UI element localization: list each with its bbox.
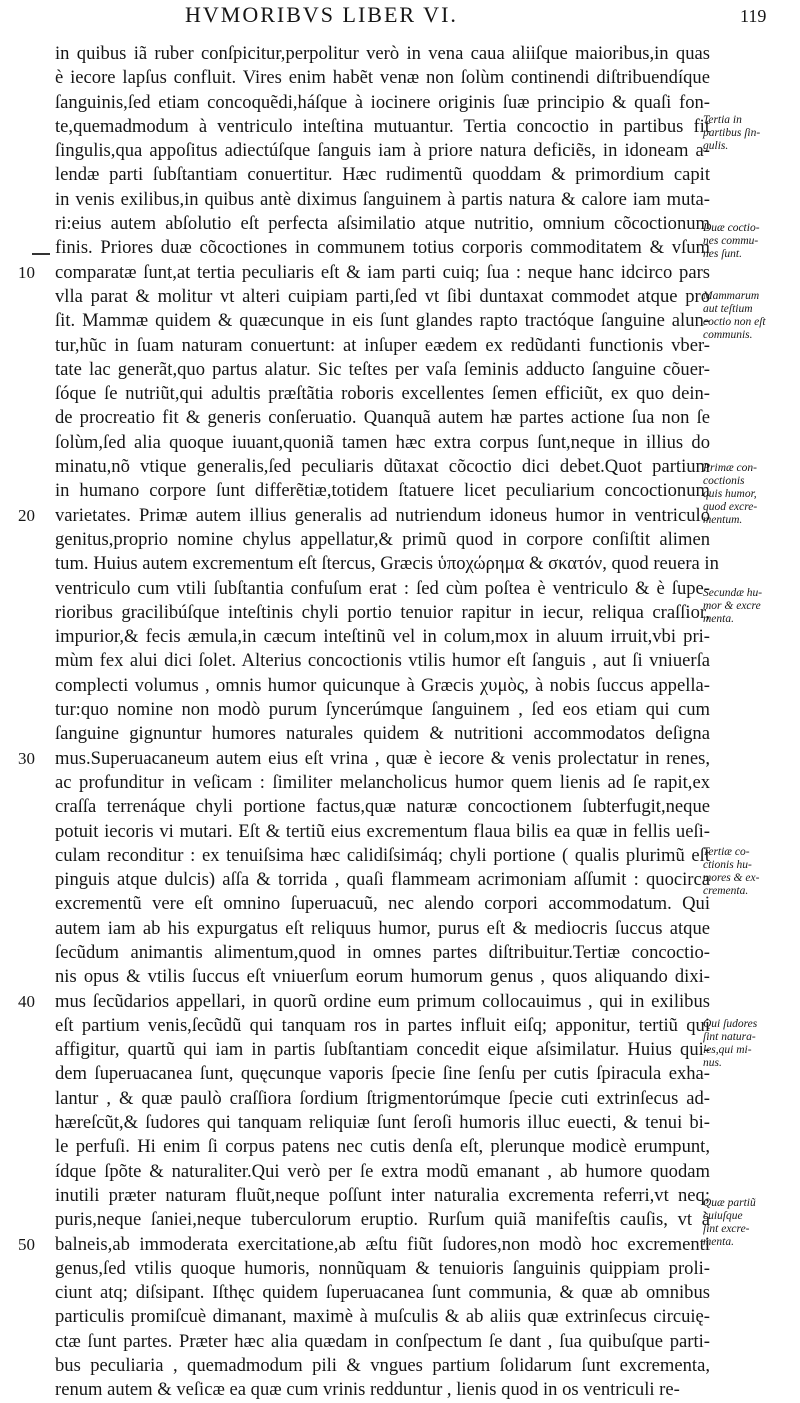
text-line: nis opus & vtilis ſuccus eſt vniuerſum eorum humorum genus , quos aliquando dixi- [55,966,710,988]
text-line: balneis,ab immoderata exercitatione,ab æſtu fiũt ſudores,non modò hoc excrementi [55,1233,710,1255]
text-line: bus peculiaria , quemadmodum pili & vngues partium ſolidarum ſunt excrementa, [55,1355,710,1377]
line-number: 40 [18,991,35,1011]
text-line: de procreatio fit & generis conſeruatio. Quanquã autem hæ partes actione ſua non ſe [55,407,710,429]
margin-note-line: Qui ſudores [703,1018,758,1030]
text-line: ſingulis,qua appoſitus adiectúſque ſanguis iam à priore natura deficiẽs, in idoneam a- [55,140,710,162]
margin-note-line: Duæ coctio- [703,222,760,234]
text-line: inutili præter naturam fluũt,neque poſſunt inter naturalia excrementa referri,vt neq; [55,1184,710,1206]
margin-note-line: mentum. [703,514,743,526]
text-line: tum. Huius autem excrementum eſt ſtercus, Græcis ὑποχώρημα & σκατόν, quod reuera in [55,553,719,575]
line-number: 20 [18,505,35,525]
margin-note [703,587,799,626]
text-line: ídque ſpõte & naturaliter.Qui verò per ſe extra modũ emanant , ab humore quodam [55,1160,710,1182]
text-line: ſóque ſe nutriũt,qui adultis præſtãtia roboris excellentes ſemen efficiũt, ex quo dein- [55,383,710,405]
margin-note-line: ctionis hu- [703,859,752,871]
text-line: tate lac generãt,quo partus alatur. Sic teſtes per vaſa ſeminis adducto ſanguine cõuer- [55,358,710,380]
text-line: culam reconditur : ex tenuiſsima hæc calidiſsimáq; chyli portione ( qualis plurimũ eſt [55,844,710,866]
margin-note-line: Tertia in [703,114,742,126]
text-line: potuit iecoris vi mutari. Eſt & tertiũ eius excrementum flaua bilis ea quæ in fellis ueſi- [55,820,710,842]
page-number: 119 [740,6,767,26]
text-line: vlla parat & molitur vt alteri cuipiam parti,ſed vt ſibi duntaxat commodet atque pro [55,285,710,307]
text-line: genitus,proprio nomine chylus appellatur,& primũ quod in corpore conſiſtit alimen [55,528,710,550]
text-line: mus.Superuacaneum autem eius eſt vrina , quæ è iecore & venis prolectatur in renes, [55,747,710,769]
text-line: autem iam ab his expurgatus eſt reliquus humor, purus eſt & mediocris ſuccus atque [55,917,710,939]
margin-note-line: gulis. [703,140,729,152]
margin-note-line: Primæ con- [703,462,757,474]
text-line: excrementũ vere eſt omnino ſuperuacuũ, nec alendo corpori accommodatum. Qui [55,893,710,915]
running-head [0,2,800,42]
text-line: particulis promiſcuè dimanant, maximè à muſculis & ab aliis quæ extrinſecus circuię- [55,1306,710,1328]
margin-note-line: communis. [703,329,753,341]
text-line: ciunt atq; diſsipant. Iſthęc quidem ſuperuacanea ſunt communia, & quæ ab omnibus [55,1282,710,1304]
text-line: rioribus gracilibúſque inteſtinis chyli portio tenuior rapitur in iecur, reliqua craſſior, [55,601,710,623]
text-line: è iecore lapſus confluit. Vires enim habẽt venæ non ſolùm continendi diſtribuendíque [55,67,710,89]
text-line: pinguis atque dulcis) aſſa & torrida , quaſi flammeam acrimoniam aſſumit : quocirca [55,869,710,891]
margin-note-line: cuiuſque [703,1210,743,1222]
margin-note-line: nus. [703,1057,722,1069]
margin-note [703,846,799,898]
text-line: ventriculo cum vtili ſubſtantia confuſum erat : ſed cùm poſtea è ventriculo & è ſupe- [55,577,710,599]
margin-note-line: coctio non eſt [703,316,766,328]
text-line: mus ſecũdarios appellari, in quorũ ordine eum primum collocauimus , qui in exilibus [55,990,710,1012]
text-line: tur:quo nomine non modò purum ſyncerúmque ſanguinem , ſed eos etiam qui cum [55,699,710,721]
text-line: mùm fex alui dici ſolet. Alterius concoctionis vtilis humor eſt ſanguis , aut ſi vniuerſa [55,650,710,672]
text-line: hæreſcũt,& ſudores qui tanquam reliquiæ ſunt ſeroſi humoris illuc euecti, & tenui bi- [55,1112,710,1134]
margin-note-line: menta. [703,1236,734,1248]
text-line: lendæ parti ſubſtantiam conuertitur. Hæc rudimentũ quoddam & primordium capit [55,164,710,186]
margin-note [703,1197,799,1249]
margin-note [703,290,799,342]
margin-note-line: quis humor, [703,488,757,500]
margin-note [703,462,799,527]
text-line: ſolùm,ſed alia quoque iuuant,quoniã tamen hæc extra corpus ſunt,neque in illius do [55,431,710,453]
margin-dash-mark [32,253,50,255]
text-line: puris,neque ſaniei,neque tuberculorum eruptio. Rurſum quiã manifeſtis cauſis, vt à [55,1209,710,1231]
text-line: craſſa terrenáque chyli portione factus,quæ naturæ concoctionem ſubterfugit,neque [55,796,710,818]
text-line: in humano corpore ſunt differẽtiæ,totidem ſtatuere licet peculiarium concoctionum [55,480,710,502]
text-line: affigitur, quartũ qui iam in partis ſubſtantiam concedit eique aſsimilatur. Huius qui- [55,1039,710,1061]
text-line: varietates. Primæ autem illius generalis ad nutriendum idoneus humor in ventriculo [55,504,710,526]
text-line: ac profunditur in veſicam : ſimiliter melancholicus humor quem lienis ad ſe rapit,ex [55,771,710,793]
text-line: dem ſuperuacanea ſunt, quęcunque vaporis ſpecie ſine ſenſu per cutis ſpiracula exha- [55,1063,710,1085]
margin-note-line: coctionis [703,475,745,487]
margin-note-line: crementa. [703,885,749,897]
text-line: genus,ſed vtilis quoque humoris, nonnũquam & tenuioris ſanguinis quippiam proli- [55,1257,710,1279]
text-line: lantur , & quæ paulò craſſiora ſordium ſtrigmentorúmque ſpecie cuti extrinſecus ad- [55,1087,710,1109]
margin-note-line: ſint natura- [703,1031,756,1043]
margin-note-line: mores & ex- [703,872,760,884]
margin-note-line: aut teſtium [703,303,753,315]
margin-note-line: nes commu- [703,235,759,247]
text-line: ſit. Mammæ quidem & quæcunque in eis ſunt glandes rapto tractóque ſanguine alun- [55,310,710,332]
text-line: ſanguinis,ſed etiam concoquẽdi,háſque à iocinere originis ſuæ principio & quaſi fon- [55,91,710,113]
text-line: ctæ ſunt partes. Præter hæc alia quædam in conſpectum ſe dant , ſua quibuſque parti- [55,1330,710,1352]
margin-note-line: partibus ſin- [703,127,761,139]
line-number: 30 [18,748,35,768]
text-line: in quibus iã ruber conſpicitur,perpolitur verò in vena caua aliiſque maioribus,in quas [55,43,710,64]
margin-note-line: Quæ partiũ [703,1197,756,1209]
text-line: ſecũdum animantis alimentum,quod in omnes partes diſtribuitur.Tertiæ concoctio- [55,941,710,963]
line-number: 50 [18,1234,35,1254]
margin-note-line: menta. [703,613,734,625]
text-line: complecti volumus , omnis humor quicunque à Græcis χυμὸς, à nobis ſuccus appella- [55,674,710,696]
margin-note-line: Mammarum [703,290,760,302]
text-line: le perfuſi. Hi enim ſi corpus patens nec cutis denſa eſt, plerunque modicè erumpunt, [55,1136,710,1158]
text-line: te,quemadmodum à ventriculo inteſtina mutuantur. Tertia concoctio in partibus fit [55,115,710,137]
margin-note [703,222,799,261]
text-line: ri:eius autem abſolutio eſt perfecta aſsimilatio atque nutritio, omnium cõcoctionum [55,213,710,235]
line-number: 10 [18,262,35,282]
margin-note-line: Tertiæ co- [703,846,750,858]
text-line: renum autem & veſicæ ea quæ cum vrinis redduntur , lienis quod in os ventriculi re- [55,1379,680,1401]
margin-note-line: Secundæ hu- [703,587,763,599]
margin-note-line: nes ſunt. [703,248,742,260]
running-title: HVMORIBVS LIBER VI. [185,2,458,27]
margin-note-line: les,qui mi- [703,1044,752,1056]
margin-note-line: mor & excre [703,600,761,612]
margin-note [703,1018,799,1070]
text-line: tur,hũc in ſuam naturam conuertunt: at inſuper eædem ex redũdanti functionis vber- [55,334,710,356]
margin-note-line: quod excre- [703,501,758,513]
margin-note [703,114,799,153]
text-line: ſanguine gignuntur humores naturales quidem & nutritioni accommodatos deſigna [55,723,710,745]
text-line: minatu,nõ vtique generalis,ſed peculiaris dũtaxat cõcoctio dici debet.Quot partium [55,456,710,478]
text-line: comparatæ ſunt,at tertia peculiaris eſt & iam parti cuiq; ſua : neque hanc idcirco pars [55,261,710,283]
text-line: eſt partium venis,ſecũdũ qui tanquam ros in partes influit eiſq; apponitur, tertiũ qui [55,1014,710,1036]
margin-note-line: ſint excre- [703,1223,750,1235]
text-line: impurior,& fecis æmula,in cæcum inteſtinũ vel in colum,mox in aluum irruit,vbi pri- [55,626,710,648]
main-text-block [55,42,719,1403]
text-line: finis. Priores duæ cõcoctiones in communem totius corporis commoditatem & vſum [55,237,710,259]
text-line: in venis exilibus,in quibus antè diximus ſanguinem à partis natura & calore iam muta- [55,188,710,210]
